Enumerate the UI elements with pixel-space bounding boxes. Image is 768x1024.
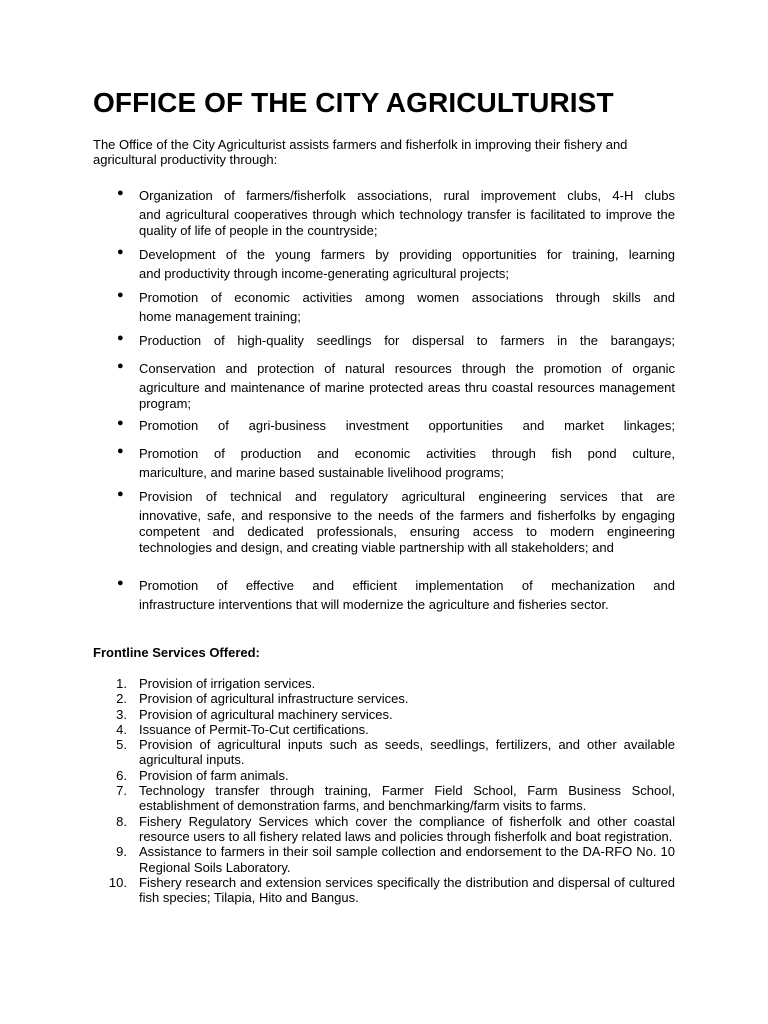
service-number: 10. [108, 874, 127, 890]
bullet-text-rest: agriculture and maintenance of marine protected areas thru coastal resources management program; [139, 380, 675, 411]
service-number: 1. [116, 676, 127, 691]
service-item [93, 737, 675, 768]
bullet-text-rest: mariculture, and marine based sustainable livelihood programs; [139, 465, 504, 480]
bullet-item [93, 361, 675, 412]
bullet-text-rest: and productivity through income-generating agricultural projects; [139, 266, 509, 281]
bullet-icon: ● [117, 488, 124, 500]
page-title: OFFICE OF THE CITY AGRICULTURIST [93, 87, 614, 118]
service-number: 9. [116, 844, 127, 860]
service-number: 7. [116, 783, 127, 799]
service-text: Fishery research and extension services specifically the distribution and dispersal of cultured fish species; Tilapia, Hito and Bangus. [139, 874, 675, 906]
service-item [93, 768, 675, 783]
bullet-item [93, 489, 675, 556]
bullet-icon: ● [117, 360, 124, 372]
service-text: Provision of agricultural infrastructure services. [139, 691, 409, 707]
bullet-text-rest: and agricultural cooperatives through which technology transfer is facilitated to improve the quality of life of people in the countryside; [139, 207, 675, 238]
bullet-text-rest: infrastructure interventions that will modernize the agriculture and fisheries sector. [139, 597, 609, 612]
services-list [93, 676, 675, 905]
bullet-text-line1: Promotion of production and economic activities through fish pond culture, [139, 446, 675, 461]
bullet-item [93, 446, 675, 481]
bullet-text-rest: home management training; [139, 309, 301, 324]
bullet-text-line1: Promotion of agri-business investment opportunities and market linkages; [139, 418, 675, 433]
service-text: Assistance to farmers in their soil sample collection and endorsement to the DA-RFO No. 10 Regional Soils Laboratory. [139, 844, 675, 875]
service-number: 3. [116, 706, 127, 722]
service-item [93, 691, 675, 706]
service-item [93, 722, 675, 737]
bullet-text-line1: Promotion of effective and efficient implementation of mechanization and [139, 578, 675, 593]
service-item [93, 783, 675, 814]
bullet-text-rest: innovative, safe, and responsive to the needs of the farmers and fisherfolks by engaging competent and dedicated professionals, ensuring access to modern engineering technologies and design, and creating viable partnership with all stakeholders; and [139, 508, 675, 555]
service-text: Provision of agricultural machinery services. [139, 706, 393, 722]
bullet-item [93, 578, 675, 613]
bullet-icon: ● [117, 246, 124, 258]
service-number: 8. [116, 813, 127, 829]
bullet-item [93, 247, 675, 282]
bullet-text-line1: Provision of technical and regulatory agricultural engineering services that are [139, 489, 675, 504]
service-text: Technology transfer through training, Farmer Field School, Farm Business School, establishment of demonstration farms, and benchmarking/farm visits to farms. [139, 783, 675, 814]
service-number: 5. [116, 737, 127, 753]
service-text: Fishery Regulatory Services which cover the compliance of fisherfolk and other coastal resource users to all fishery related laws and policies through fisherfolk and boat registration. [139, 813, 675, 844]
service-number: 2. [116, 691, 127, 707]
bullet-icon: ● [117, 577, 124, 589]
bullet-text-line1: Conservation and protection of natural resources through the promotion of organic [139, 361, 675, 376]
bullet-item [93, 188, 675, 239]
service-text: Issuance of Permit-To-Cut certifications. [139, 721, 369, 737]
bullet-icon: ● [117, 332, 124, 344]
bullet-text-line1: Organization of farmers/fisherfolk associations, rural improvement clubs, 4-H clubs [139, 188, 675, 203]
service-text: Provision of farm animals. [139, 767, 289, 783]
service-item [93, 814, 675, 845]
service-item [93, 707, 675, 722]
bullet-icon: ● [117, 289, 124, 301]
bullet-icon: ● [117, 445, 124, 457]
bullet-item [93, 333, 675, 352]
service-item [93, 875, 675, 906]
bullet-icon: ● [117, 187, 124, 199]
bullet-text-line1: Production of high-quality seedlings for dispersal to farmers in the barangays; [139, 333, 675, 348]
service-number: 4. [116, 721, 127, 737]
service-item [93, 844, 675, 875]
service-text: Provision of irrigation services. [139, 676, 316, 691]
bullet-item [93, 418, 675, 437]
bullet-text-line1: Promotion of economic activities among women associations through skills and [139, 290, 675, 305]
bullet-icon: ● [117, 417, 124, 429]
bullet-text-line1: Development of the young farmers by providing opportunities for training, learning [139, 247, 675, 262]
services-heading: Frontline Services Offered: [93, 645, 260, 660]
bullet-item [93, 290, 675, 325]
service-item [93, 676, 675, 691]
intro-paragraph: The Office of the City Agriculturist assists farmers and fisherfolk in improving their fishery and agricultural productivity through: [93, 137, 628, 167]
service-number: 6. [116, 767, 127, 783]
service-text: Provision of agricultural inputs such as seeds, seedlings, fertilizers, and other available agricultural inputs. [139, 737, 675, 768]
